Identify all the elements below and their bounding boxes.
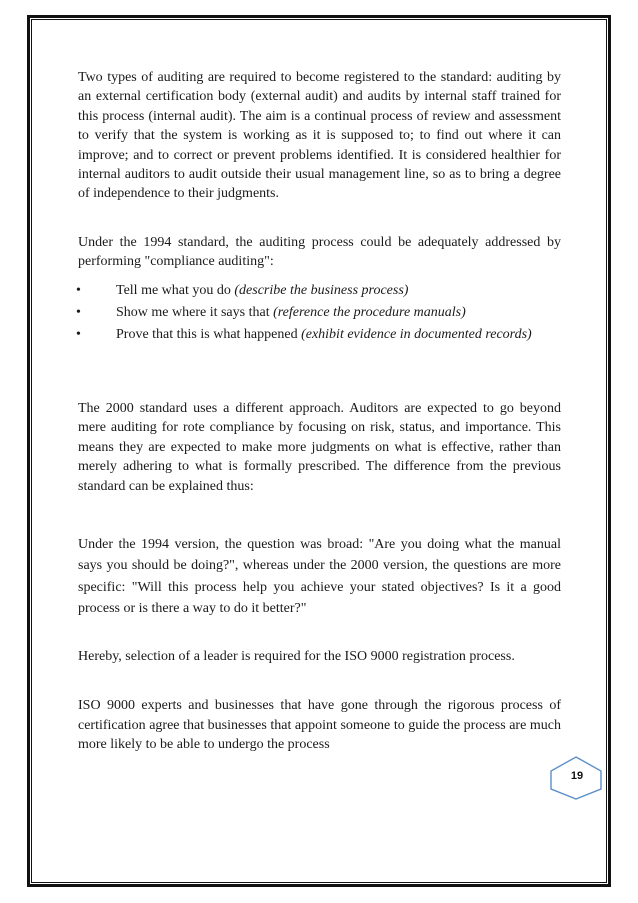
bullet-emphasis: (exhibit evidence in documented records) — [301, 327, 532, 343]
bullet-emphasis: (reference the procedure manuals) — [273, 305, 466, 321]
bullet-icon: • — [76, 305, 81, 321]
bullet-icon: • — [76, 282, 81, 298]
paragraph-1994-standard: Under the 1994 standard, the auditing process could be adequately addressed by performing "compliance auditing": — [78, 234, 561, 270]
page-number: 19 — [570, 770, 584, 782]
list-item — [78, 303, 561, 322]
list-item — [78, 281, 561, 300]
paragraph-leader-selection: Hereby, selection of a leader is required for the ISO 9000 registration process. — [78, 648, 515, 664]
list-item — [78, 325, 561, 344]
bullet-text: Tell me what you do — [116, 282, 231, 298]
paragraph-auditing-types: Two types of auditing are required to become registered to the standard: auditing by an external certification body (external audit) and audits by internal staff trained for this process (internal audit). The aim is a continual process of review and assessment to verify that the system is working as it is supposed to; to find out where it can improve; and to correct or prevent problems identified. It is considered healthier for internal auditors to audit outside their usual management line, so as to bring a degree of independence to their judgments. — [78, 70, 561, 202]
bullet-text: Show me where it says that — [116, 305, 270, 321]
compliance-auditing-list — [78, 281, 561, 345]
bullet-emphasis: (describe the business process) — [234, 282, 409, 298]
page-body — [78, 68, 561, 755]
paragraph-iso-experts: ISO 9000 experts and businesses that have gone through the rigorous process of certification agree that businesses that appoint someone to guide the process are much more likely to be able to undergo the process — [78, 698, 561, 753]
bullet-text: Prove that this is what happened — [116, 327, 298, 343]
bullet-icon: • — [76, 327, 81, 343]
paragraph-2000-standard: The 2000 standard uses a different approach. Auditors are expected to go beyond mere auditing for rote compliance by focusing on risk, status, and importance. This means they are expected to make more judgments on what is effective, rather than merely adhering to what is formally prescribed. The difference from the previous standard can be explained thus: — [78, 400, 561, 494]
paragraph-version-questions: Under the 1994 version, the question was broad: "Are you doing what the manual says you should be doing?", whereas under the 2000 version, the questions are more specific: "Will this process help you achieve your stated objectives? Is it a good process or is there a way to do it better?" — [78, 536, 561, 617]
